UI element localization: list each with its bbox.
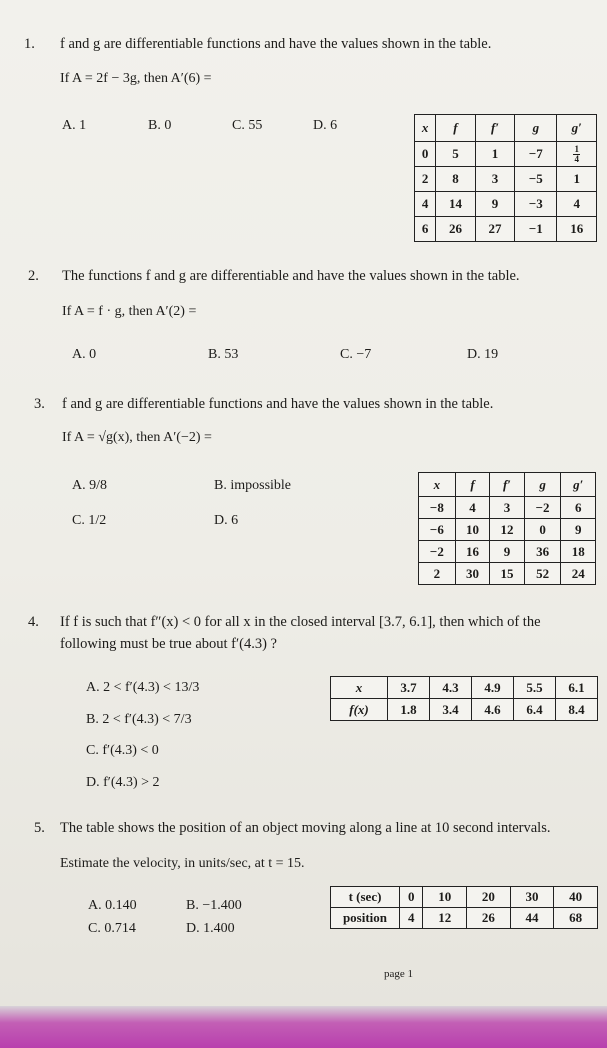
table-cell: 5.5 (514, 677, 556, 699)
table-cell: −2 (524, 497, 561, 519)
table-row (415, 142, 597, 167)
table-header: x (419, 473, 456, 497)
q2-given: If A = f · g, then A′(2) = (62, 304, 197, 319)
table-cell: −3 (515, 192, 557, 217)
table-header: f′ (490, 473, 524, 497)
table-cell: −8 (419, 497, 456, 519)
table-cell: 1 (475, 142, 515, 167)
q2-stem: The functions f and g are differentiable and have the values shown in the table. (62, 268, 520, 284)
table-cell: 0 (524, 519, 561, 541)
table-row (419, 541, 596, 563)
q3-number: 3. (34, 396, 45, 412)
q1-stem: f and g are differentiable functions and have the values shown in the table. (60, 36, 492, 52)
table-cell: −2 (419, 541, 456, 563)
table-header: g (524, 473, 561, 497)
table-cell: 0 (400, 887, 423, 908)
q5-option-b[interactable]: B. −1.400 (186, 898, 242, 913)
table-header: x (415, 115, 436, 142)
table-cell-fraction: $\frac{1}{4}$ (557, 142, 597, 167)
q3-stem: f and g are differentiable functions and have the values shown in the table. (62, 396, 494, 412)
table-header-row (415, 115, 597, 142)
q2-number: 2. (28, 268, 39, 284)
table-header: position (331, 908, 400, 929)
table-row (331, 699, 598, 721)
table-cell: 3 (490, 497, 524, 519)
table-cell: 26 (436, 217, 476, 242)
table-cell: −6 (419, 519, 456, 541)
table-cell: 6.4 (514, 699, 556, 721)
table-cell: 3 (475, 167, 515, 192)
q3-given: If A = √g(x), then A′(−2) = (62, 430, 212, 445)
table-cell: 6 (561, 497, 596, 519)
q5-option-a[interactable]: A. 0.140 (88, 898, 137, 913)
table-cell: 4 (400, 908, 423, 929)
q5-values-table (330, 886, 598, 929)
table-header: f(x) (331, 699, 388, 721)
q4-option-c[interactable]: C. f′(4.3) < 0 (86, 743, 159, 758)
table-cell: 18 (561, 541, 596, 563)
table-cell: 40 (554, 887, 598, 908)
table-header: f (436, 115, 476, 142)
q4-option-d[interactable]: D. f′(4.3) > 2 (86, 775, 160, 790)
table-header: g (515, 115, 557, 142)
table-cell: 3.7 (388, 677, 430, 699)
table-cell: 9 (490, 541, 524, 563)
q3-option-b[interactable]: B. impossible (214, 478, 292, 493)
table-cell: 68 (554, 908, 598, 929)
table-cell: 30 (510, 887, 554, 908)
q1-option-c[interactable]: C. 55 (232, 118, 263, 133)
table-row (415, 192, 597, 217)
table-header: f′ (475, 115, 515, 142)
table-cell: 6 (415, 217, 436, 242)
table-cell: −7 (515, 142, 557, 167)
table-cell: 24 (561, 563, 596, 585)
q1-option-a[interactable]: A. 1 (62, 118, 87, 133)
table-cell: 10 (455, 519, 489, 541)
q3-option-d[interactable]: D. 6 (214, 513, 239, 528)
table-cell: 5 (436, 142, 476, 167)
q5-given: Estimate the velocity, in units/sec, at t = 15. (60, 856, 305, 871)
table-cell: 12 (490, 519, 524, 541)
page-number: page 1 (384, 968, 414, 980)
table-cell: 44 (510, 908, 554, 929)
q2-option-a[interactable]: A. 0 (72, 347, 97, 362)
table-header: g′ (557, 115, 597, 142)
q1-number: 1. (24, 36, 35, 52)
table-cell: 27 (475, 217, 515, 242)
q5-stem: The table shows the position of an object moving along a line at 10 second intervals. (60, 820, 551, 836)
table-cell: 4.6 (472, 699, 514, 721)
table-cell: 1.8 (388, 699, 430, 721)
q4-stem-line2: following must be true about f′(4.3) ? (60, 636, 277, 652)
q5-option-c[interactable]: C. 0.714 (88, 921, 136, 936)
table-cell: 36 (524, 541, 561, 563)
table-cell: 8.4 (556, 699, 598, 721)
table-cell: 4.9 (472, 677, 514, 699)
q4-stem-line1: If f is such that f″(x) < 0 for all x in the closed interval [3.7, 6.1], then which of the (60, 614, 541, 630)
table-header: g′ (561, 473, 596, 497)
table-cell: 2 (419, 563, 456, 585)
table-cell: −5 (515, 167, 557, 192)
table-cell: −1 (515, 217, 557, 242)
q1-given: If A = 2f − 3g, then A′(6) = (60, 71, 212, 86)
table-row (415, 217, 597, 242)
q5-option-d[interactable]: D. 1.400 (186, 921, 235, 936)
q5-number: 5. (34, 820, 45, 836)
q4-values-table (330, 676, 598, 721)
table-cell: 2 (415, 167, 436, 192)
table-row (331, 677, 598, 699)
table-cell: 4 (557, 192, 597, 217)
q1-option-b[interactable]: B. 0 (148, 118, 172, 133)
table-cell: 14 (436, 192, 476, 217)
table-cell: 10 (423, 887, 467, 908)
q2-option-c[interactable]: C. −7 (340, 347, 372, 362)
q1-option-d[interactable]: D. 6 (313, 118, 338, 133)
q4-option-a[interactable]: A. 2 < f′(4.3) < 13/3 (86, 680, 200, 695)
table-cell: 4.3 (430, 677, 472, 699)
page-edge (0, 1006, 607, 1048)
table-cell: 15 (490, 563, 524, 585)
table-cell: 16 (455, 541, 489, 563)
table-row (415, 167, 597, 192)
q2-option-d[interactable]: D. 19 (467, 347, 499, 362)
table-cell: 26 (467, 908, 511, 929)
table-cell: 20 (467, 887, 511, 908)
table-cell: 16 (557, 217, 597, 242)
table-cell: 4 (415, 192, 436, 217)
table-header-row (419, 473, 596, 497)
table-row (419, 519, 596, 541)
q4-number: 4. (28, 614, 39, 630)
table-cell: 8 (436, 167, 476, 192)
table-cell: 30 (455, 563, 489, 585)
table-header: t (sec) (331, 887, 400, 908)
q3-option-a[interactable]: A. 9/8 (72, 478, 107, 493)
table-cell: 3.4 (430, 699, 472, 721)
table-cell: 1 (557, 167, 597, 192)
table-cell: 12 (423, 908, 467, 929)
q2-option-b[interactable]: B. 53 (208, 347, 239, 362)
table-cell: 4 (455, 497, 489, 519)
table-row (419, 497, 596, 519)
table-row (419, 563, 596, 585)
q3-option-c[interactable]: C. 1/2 (72, 513, 107, 528)
table-cell: 6.1 (556, 677, 598, 699)
q4-option-b[interactable]: B. 2 < f′(4.3) < 7/3 (86, 712, 192, 727)
table-row (331, 887, 598, 908)
table-cell: 52 (524, 563, 561, 585)
table-row (331, 908, 598, 929)
table-cell: 9 (475, 192, 515, 217)
table-cell: 9 (561, 519, 596, 541)
table-header: x (331, 677, 388, 699)
table-header: f (455, 473, 489, 497)
table-cell: 0 (415, 142, 436, 167)
q3-values-table (418, 472, 596, 585)
q1-values-table (414, 114, 597, 242)
